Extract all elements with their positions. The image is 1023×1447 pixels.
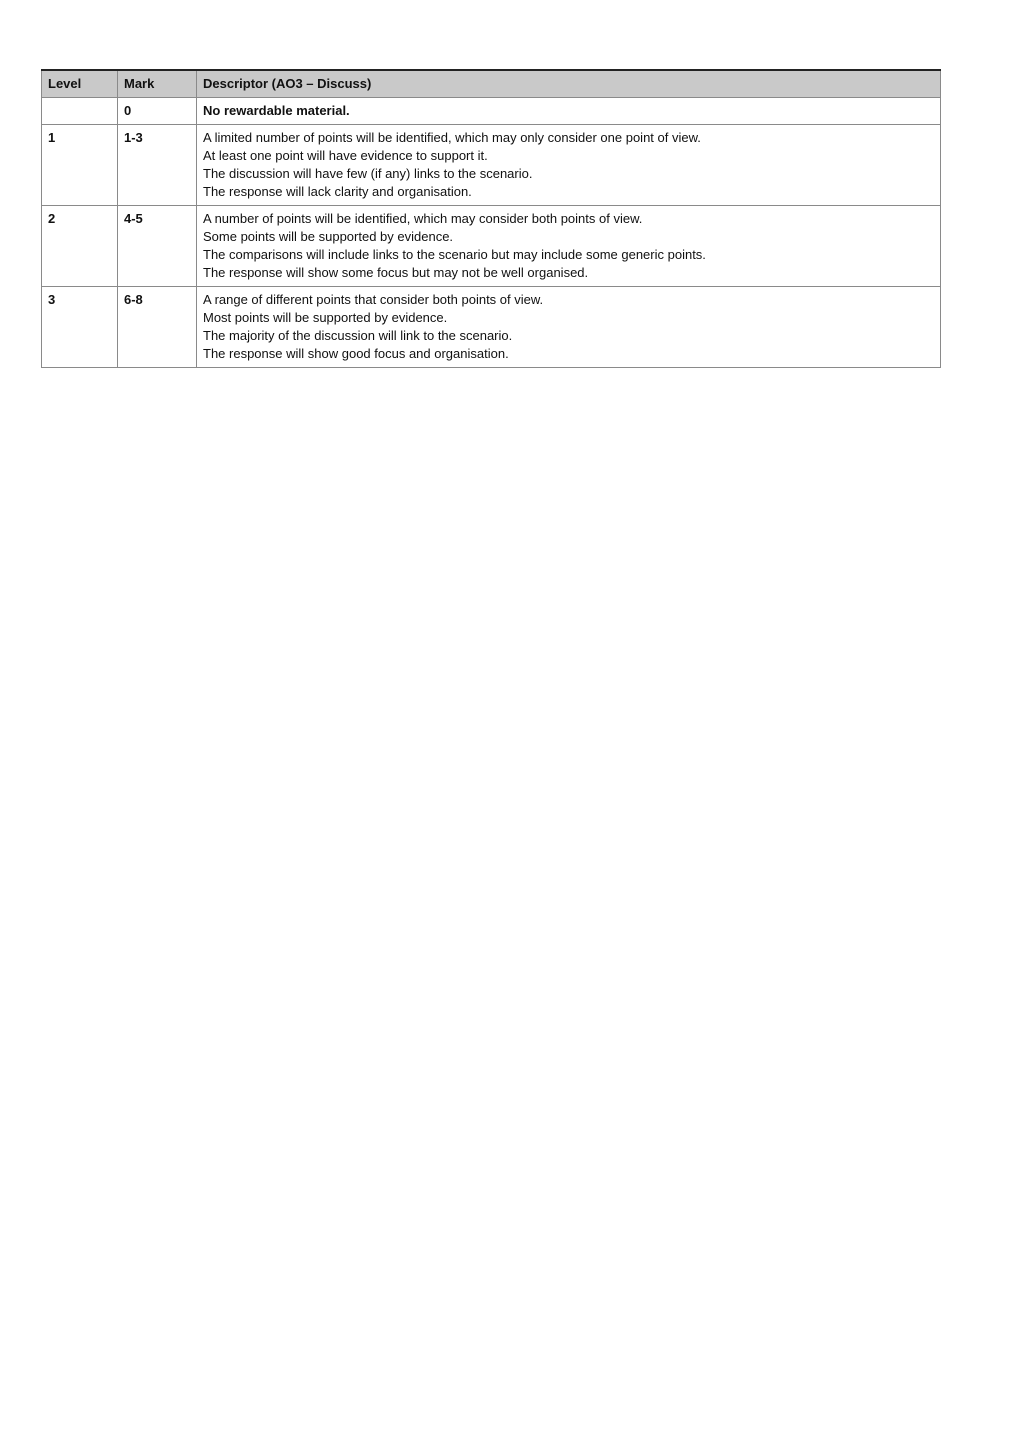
level-cell: 2	[42, 206, 118, 287]
descriptor-line: No rewardable material.	[203, 103, 350, 118]
descriptor-line: The response will lack clarity and organisation.	[203, 184, 472, 199]
table-header-row	[42, 70, 941, 98]
descriptor-line: Some points will be supported by evidence.	[203, 229, 454, 244]
header-level: Level	[42, 70, 118, 98]
level-cell: 3	[42, 287, 118, 368]
header-descriptor: Descriptor (AO3 – Discuss)	[197, 70, 941, 98]
descriptor-line: Most points will be supported by evidence.	[203, 310, 448, 325]
descriptor-line: A number of points will be identified, which may consider both points of view.	[203, 211, 643, 226]
descriptor-line: The comparisons will include links to the scenario but may include some generic points.	[203, 247, 706, 262]
descriptor-line: The response will show some focus but may not be well organised.	[203, 265, 589, 280]
mark-cell: 6-8	[118, 287, 197, 368]
table-row	[42, 206, 941, 287]
descriptor-cell	[197, 206, 941, 287]
mark-cell: 0	[118, 98, 197, 125]
descriptor-line: The response will show good focus and organisation.	[203, 346, 509, 361]
descriptor-line: The majority of the discussion will link to the scenario.	[203, 328, 513, 343]
table-row	[42, 98, 941, 125]
level-cell: 1	[42, 125, 118, 206]
descriptor-cell	[197, 98, 941, 125]
mark-cell: 1-3	[118, 125, 197, 206]
descriptor-line: At least one point will have evidence to support it.	[203, 148, 488, 163]
mark-cell: 4-5	[118, 206, 197, 287]
table-row	[42, 125, 941, 206]
descriptor-cell	[197, 125, 941, 206]
level-cell	[42, 98, 118, 125]
descriptor-line: The discussion will have few (if any) links to the scenario.	[203, 166, 533, 181]
descriptor-line: A range of different points that consider both points of view.	[203, 292, 544, 307]
descriptor-cell	[197, 287, 941, 368]
descriptor-line: A limited number of points will be identified, which may only consider one point of view.	[203, 130, 701, 145]
table-row	[42, 287, 941, 368]
header-mark: Mark	[118, 70, 197, 98]
mark-scheme-table	[41, 69, 941, 368]
